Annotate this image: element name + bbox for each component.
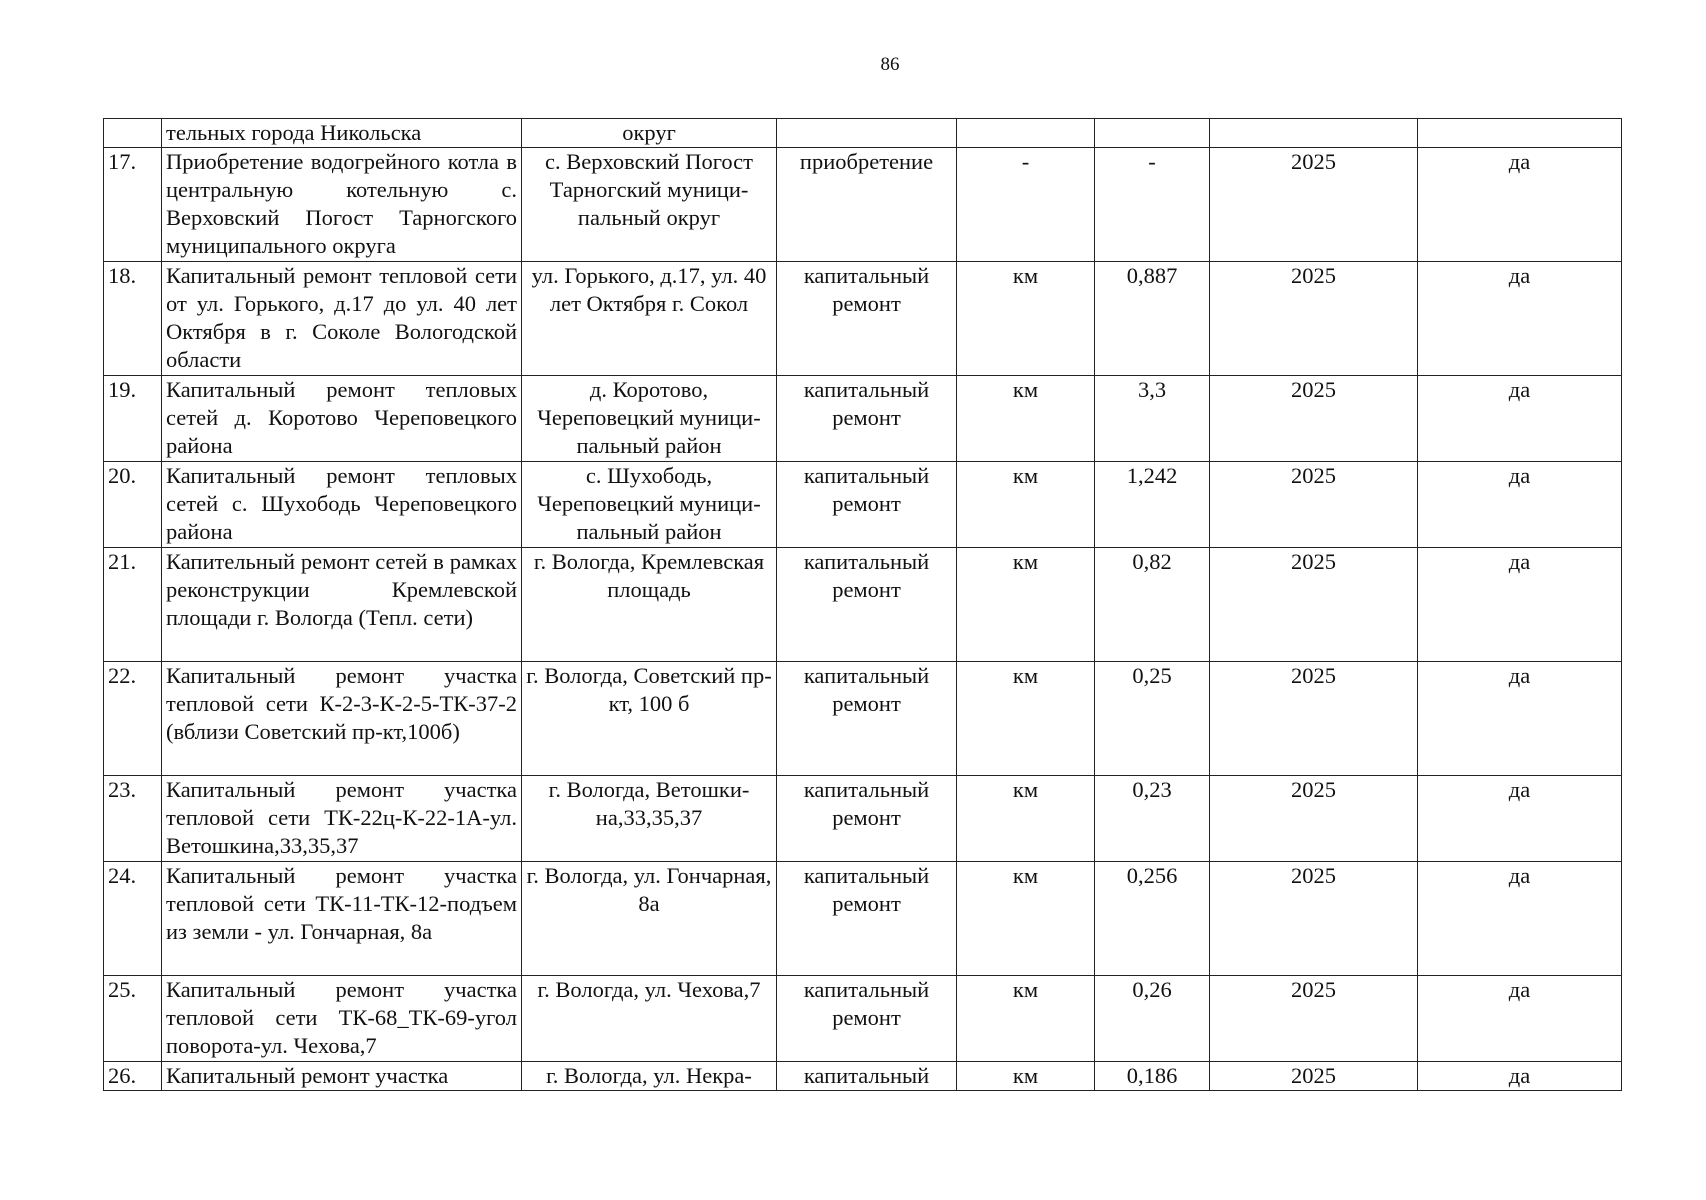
works-table: [103, 118, 1622, 1091]
unit: км: [957, 1062, 1095, 1091]
work-type: [777, 119, 957, 148]
work-type: капитальный ремонт: [777, 976, 957, 1062]
work-type: приобретение: [777, 148, 957, 262]
flag: да: [1418, 776, 1622, 862]
table-row: [104, 976, 1622, 1062]
table-row: [104, 862, 1622, 976]
unit: км: [957, 462, 1095, 548]
unit: км: [957, 262, 1095, 376]
work-name: Капитальный ремонт участка тепловой сети ТК-11-ТК-12-подъем из земли - ул. Гончарная, 8а: [162, 862, 522, 976]
work-name: Капитальный ремонт участка: [162, 1062, 522, 1091]
year: 2025: [1210, 976, 1418, 1062]
year: [1210, 119, 1418, 148]
work-name: Капитальный ремонт тепловых сетей с. Шухободь Череповецкого района: [162, 462, 522, 548]
year: 2025: [1210, 376, 1418, 462]
quantity: 0,26: [1095, 976, 1210, 1062]
row-number: 23.: [104, 776, 162, 862]
work-type: капитальный ремонт: [777, 776, 957, 862]
row-number: 19.: [104, 376, 162, 462]
work-location: г. Вологда, ул. Чехова,7: [522, 976, 777, 1062]
work-type: капитальный ремонт: [777, 662, 957, 776]
work-type: капитальный ремонт: [777, 262, 957, 376]
quantity: [1095, 119, 1210, 148]
work-type: капитальный ремонт: [777, 462, 957, 548]
work-location: г. Вологда, ул. Гончарная, 8а: [522, 862, 777, 976]
quantity: 0,82: [1095, 548, 1210, 662]
quantity: 1,242: [1095, 462, 1210, 548]
table-row: [104, 548, 1622, 662]
quantity: 0,25: [1095, 662, 1210, 776]
work-name: Капитальный ремонт тепловой сети от ул. Горького, д.17 до ул. 40 лет Октября в г. Соколе Вологодской области: [162, 262, 522, 376]
flag: да: [1418, 862, 1622, 976]
year: 2025: [1210, 548, 1418, 662]
work-location: округ: [522, 119, 777, 148]
quantity: 0,887: [1095, 262, 1210, 376]
quantity: 0,256: [1095, 862, 1210, 976]
flag: да: [1418, 548, 1622, 662]
quantity: 3,3: [1095, 376, 1210, 462]
table-row: [104, 119, 1622, 148]
work-name: Капительный ремонт сетей в рамках реконструкции Кремлевской площади г. Вологда (Тепл. сети): [162, 548, 522, 662]
work-location: г. Вологда, Кремлевская площадь: [522, 548, 777, 662]
flag: да: [1418, 1062, 1622, 1091]
table-row: [104, 148, 1622, 262]
unit: [957, 119, 1095, 148]
work-location: с. Верховский Погост Тарногский муниципальный округ: [522, 148, 777, 262]
table-row: [104, 776, 1622, 862]
year: 2025: [1210, 776, 1418, 862]
unit: км: [957, 776, 1095, 862]
unit: км: [957, 976, 1095, 1062]
work-name: Приобретение водогрейного котла в центральную котельную с. Верховский Погост Тарногского муниципального округа: [162, 148, 522, 262]
row-number: 21.: [104, 548, 162, 662]
row-number: 17.: [104, 148, 162, 262]
year: 2025: [1210, 662, 1418, 776]
flag: да: [1418, 376, 1622, 462]
work-name: тельных города Никольска: [162, 119, 522, 148]
row-number: 18.: [104, 262, 162, 376]
work-location: ул. Горького, д.17, ул. 40 лет Октября г. Сокол: [522, 262, 777, 376]
flag: да: [1418, 148, 1622, 262]
work-location: г. Вологда, Ветошкина,33,35,37: [522, 776, 777, 862]
row-number: 20.: [104, 462, 162, 548]
flag: [1418, 119, 1622, 148]
unit: км: [957, 548, 1095, 662]
work-name: Капитальный ремонт участка тепловой сети ТК-22ц-К-22-1А-ул. Ветошкина,33,35,37: [162, 776, 522, 862]
table-row: [104, 462, 1622, 548]
year: 2025: [1210, 1062, 1418, 1091]
row-number: 22.: [104, 662, 162, 776]
row-number: 25.: [104, 976, 162, 1062]
work-name: Капитальный ремонт тепловых сетей д. Коротово Череповецкого района: [162, 376, 522, 462]
work-location: д. Коротово, Череповецкий муниципальный район: [522, 376, 777, 462]
unit: км: [957, 376, 1095, 462]
work-name: Капитальный ремонт участка тепловой сети К-2-3-К-2-5-ТК-37-2 (вблизи Советский пр-кт,100б): [162, 662, 522, 776]
flag: да: [1418, 462, 1622, 548]
flag: да: [1418, 662, 1622, 776]
work-type: капитальный ремонт: [777, 376, 957, 462]
row-number: 24.: [104, 862, 162, 976]
page-number: 86: [880, 54, 900, 75]
unit: км: [957, 662, 1095, 776]
quantity: -: [1095, 148, 1210, 262]
quantity: 0,23: [1095, 776, 1210, 862]
flag: да: [1418, 976, 1622, 1062]
work-type: капитальный ремонт: [777, 548, 957, 662]
flag: да: [1418, 262, 1622, 376]
row-number: [104, 119, 162, 148]
table-row: [104, 262, 1622, 376]
year: 2025: [1210, 862, 1418, 976]
work-type: капитальный: [777, 1062, 957, 1091]
work-location: г. Вологда, Советский пр-кт, 100 б: [522, 662, 777, 776]
quantity: 0,186: [1095, 1062, 1210, 1091]
work-location: г. Вологда, ул. Некра-: [522, 1062, 777, 1091]
year: 2025: [1210, 148, 1418, 262]
table-row: [104, 1062, 1622, 1091]
table-row: [104, 662, 1622, 776]
unit: км: [957, 862, 1095, 976]
work-location: с. Шухободь, Череповецкий муниципальный район: [522, 462, 777, 548]
work-name: Капитальный ремонт участка тепловой сети ТК-68_ТК-69-угол поворота-ул. Чехова,7: [162, 976, 522, 1062]
year: 2025: [1210, 262, 1418, 376]
work-type: капитальный ремонт: [777, 862, 957, 976]
table-row: [104, 376, 1622, 462]
year: 2025: [1210, 462, 1418, 548]
unit: -: [957, 148, 1095, 262]
row-number: 26.: [104, 1062, 162, 1091]
